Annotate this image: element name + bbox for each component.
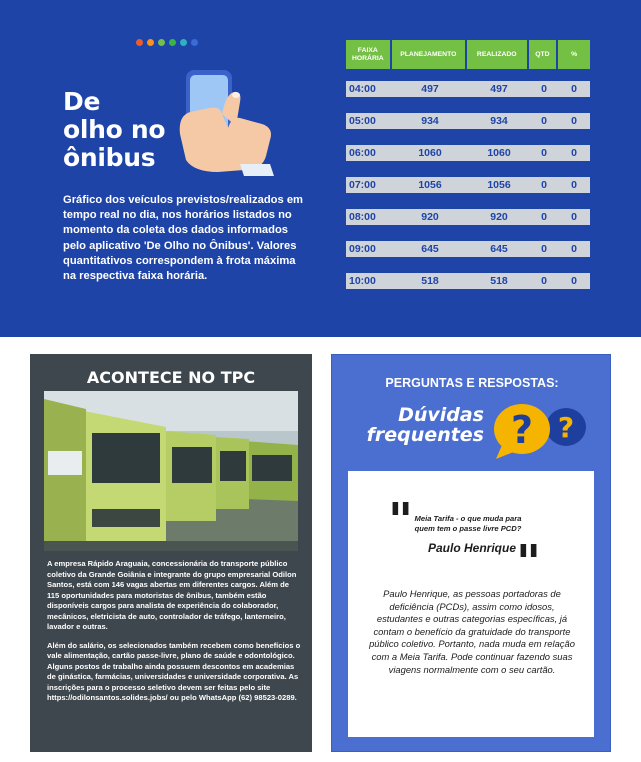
news-body [47, 559, 303, 712]
dot [169, 39, 176, 46]
cell-percent: 0 [571, 275, 577, 287]
cell-percent: 0 [571, 147, 577, 159]
cell-faixa: 04:00 [349, 83, 376, 95]
cell-faixa: 05:00 [349, 115, 376, 127]
hero-description: Gráfico dos veículos previstos/realizados em tempo real no dia, nos horários listados no momento da coleta dos dados informados pelo aplicativo 'De Olho no Ônibus'. Valores quantitativos correspondem à frota máxima na respectiva faixa horária. [63, 194, 304, 283]
faq-panel [331, 354, 611, 752]
cell-qtd: 0 [541, 243, 547, 255]
cell-faixa: 07:00 [349, 179, 376, 191]
cell-faixa: 06:00 [349, 147, 376, 159]
table-row [346, 273, 590, 289]
close-quote-icon: " [516, 535, 542, 591]
table-row [346, 81, 590, 97]
table-row [346, 145, 590, 161]
cell-percent: 0 [571, 243, 577, 255]
cell-qtd: 0 [541, 147, 547, 159]
faq-heading: PERGUNTAS E RESPOSTAS: [385, 376, 559, 390]
hero-title [63, 88, 165, 172]
bus-fleet-photo [44, 391, 298, 551]
question-bubbles-icon [488, 401, 588, 459]
cell-percent: 0 [571, 211, 577, 223]
cell-planejamento: 645 [421, 243, 439, 255]
news-panel [30, 354, 312, 752]
hero-title-line: olho no [63, 115, 166, 144]
news-paragraph: A empresa Rápido Araguaia, concessionária do transporte público coletivo da Grande Goiânia e integrante do grupo empresarial Odilon Santos, está com 146 vagas abertas em diferentes cargos. Além de 115 oportunidades para motoristas de ônibus, também estão disponíveis cargos para analista de experiência do colaborador, mecânicos, eletricista de auto, controlador de tráfego, lanterneiro, lavador e outras. [47, 559, 297, 631]
open-quote-icon: " [388, 493, 414, 549]
cell-realizado: 518 [490, 275, 508, 287]
cell-realizado: 1056 [487, 179, 511, 191]
table-row [346, 209, 590, 225]
hero-title-line: ônibus [63, 143, 156, 172]
cell-planejamento: 920 [421, 211, 439, 223]
cell-realizado: 1060 [487, 147, 511, 159]
color-dots [136, 39, 198, 46]
svg-text:?: ? [557, 411, 575, 444]
header-qtd: QTD [529, 40, 557, 69]
table-row [346, 113, 590, 129]
table-row [346, 177, 590, 193]
cell-planejamento: 1060 [418, 147, 442, 159]
news-paragraph: Além do salário, os selecionados também recebem como benefícios o vale alimentação, cartão passe-livre, plano de saúde e odontológico. Alguns postos de trabalho ainda possuem descontos em academias de ginástica, farmácias, universidades e universidade corporativa. As inscrições para o processo seletivo devem ser feitas pelo site https://odilonsantos.solides.jobs/ ou pelo WhatsApp (62) 98523-0289. [47, 640, 301, 702]
hand-holding-phone-icon [170, 64, 280, 176]
header-realizado: REALIZADO [467, 40, 527, 69]
cell-planejamento: 497 [421, 83, 439, 95]
svg-text:?: ? [510, 408, 534, 452]
dot [147, 39, 154, 46]
table-row [346, 241, 590, 257]
cell-faixa: 09:00 [349, 243, 376, 255]
cell-percent: 0 [571, 179, 577, 191]
hero-section [0, 0, 641, 337]
header-percent: % [558, 40, 590, 69]
hero-title-line: De [63, 87, 101, 116]
cell-qtd: 0 [541, 275, 547, 287]
cell-planejamento: 518 [421, 275, 439, 287]
faq-title-line: frequentes [366, 424, 484, 446]
table-header [346, 40, 590, 69]
schedule-table [346, 40, 590, 287]
faq-title-line: Dúvidas [398, 404, 484, 426]
cell-planejamento: 934 [421, 115, 439, 127]
cell-realizado: 934 [490, 115, 508, 127]
header-faixa-horaria: FAIXA HORÁRIA [346, 40, 390, 69]
cell-qtd: 0 [541, 211, 547, 223]
cell-faixa: 10:00 [349, 275, 376, 287]
dot [180, 39, 187, 46]
cell-realizado: 920 [490, 211, 508, 223]
cell-qtd: 0 [541, 115, 547, 127]
cell-planejamento: 1056 [418, 179, 442, 191]
faq-title [360, 405, 484, 445]
news-heading: ACONTECE NO TPC [86, 368, 256, 387]
cell-faixa: 08:00 [349, 211, 376, 223]
cell-percent: 0 [571, 115, 577, 127]
cell-realizado: 497 [490, 83, 508, 95]
cell-realizado: 645 [490, 243, 508, 255]
faq-question: Meia Tarifa - o que muda para quem tem o passe livre PCD? [414, 514, 522, 533]
dot [158, 39, 165, 46]
dot [136, 39, 143, 46]
faq-asker: Paulo Henrique [427, 541, 516, 555]
cell-qtd: 0 [541, 83, 547, 95]
cell-qtd: 0 [541, 179, 547, 191]
header-planejamento: PLANEJAMENTO [392, 40, 465, 69]
faq-answer: Paulo Henrique, as pessoas portadoras de deficiência (PCDs), assim como idosos, estudantes e outras categorias específicas, já contam o benefício da gratuidade do transporte público coletivo. Portanto, nada muda em relação com a Meia Tarifa. Pode continuar fazendo suas viagens normalmente com o seu cartão. [369, 588, 575, 675]
dot [191, 39, 198, 46]
cell-percent: 0 [571, 83, 577, 95]
faq-card [348, 471, 594, 737]
